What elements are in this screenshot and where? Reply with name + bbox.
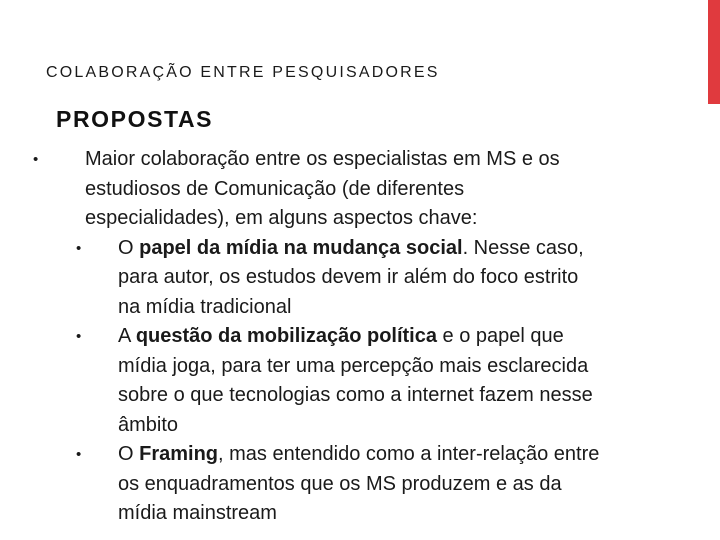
sub-bullet-item bbox=[0, 322, 708, 440]
bullet-dot-icon: • bbox=[76, 446, 82, 463]
bold-keyword: Framing bbox=[139, 443, 219, 465]
sub-bullet-item bbox=[0, 440, 708, 529]
sub-bullet-text: O Framing, mas entendido como a inter-relação entre os enquadramentos que os MS produzem e as da mídia mainstream bbox=[118, 443, 600, 524]
bold-keyword: questão da mobilização política bbox=[135, 325, 437, 347]
bullet-dot-icon: • bbox=[76, 239, 82, 257]
main-bullet-text: Maior colaboração entre os especialistas em MS e os estudiosos de Comunicação (de diferentes especialidades), em alguns aspectos chave: bbox=[85, 148, 560, 229]
main-bullet bbox=[0, 145, 708, 234]
slide-title: COLABORAÇÃO ENTRE PESQUISADORES bbox=[46, 64, 440, 81]
sub-bullet-text: O papel da mídia na mudança social. Nesse caso, para autor, os estudos devem ir além do foco estrito na mídia tradicional bbox=[118, 236, 584, 318]
sub-bullet-text: A questão da mobilização política e o papel que mídia joga, para ter uma percepção mais esclarecida sobre o que tecnologias como a internet fazem nesse âmbito bbox=[118, 325, 593, 436]
red-accent-bar bbox=[708, 0, 720, 104]
bold-keyword: papel da mídia na mudança social bbox=[139, 236, 463, 259]
sub-bullet-item bbox=[0, 234, 708, 323]
slide-subtitle: PROPOSTAS bbox=[56, 106, 214, 132]
bullet-dot-icon: • bbox=[33, 151, 39, 168]
bullet-dot-icon: • bbox=[76, 328, 82, 345]
sub-bullet-list bbox=[0, 234, 708, 529]
slide-content bbox=[0, 145, 708, 529]
